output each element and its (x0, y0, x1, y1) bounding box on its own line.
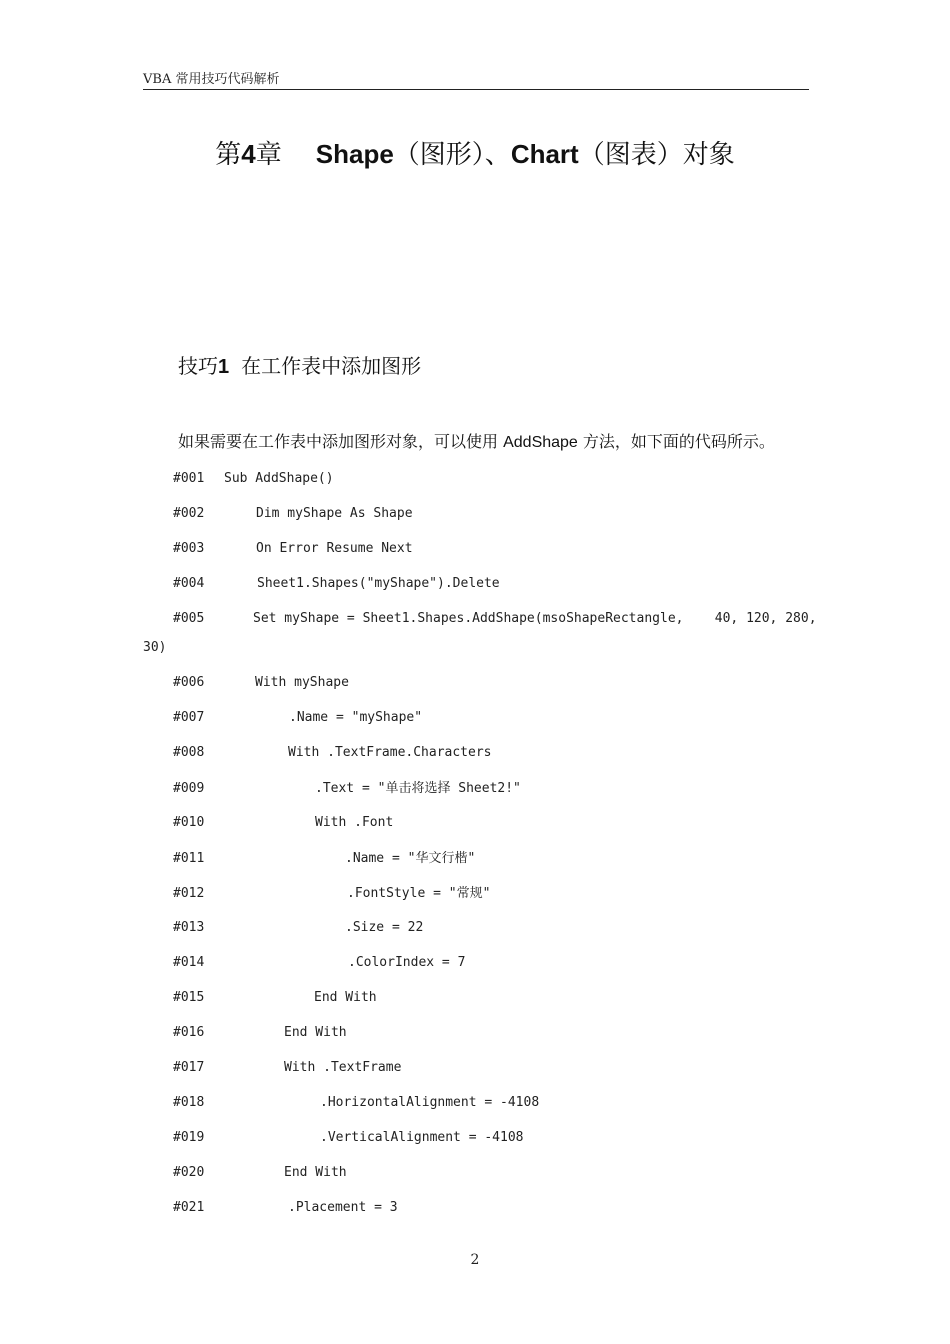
chapter-prefix: 第 (215, 140, 242, 170)
code-line-number: #015 (173, 990, 205, 1005)
code-line-number: #001 (173, 471, 205, 486)
code-line-number: #011 (173, 851, 205, 866)
code-line-text: .Placement = 3 (288, 1200, 398, 1215)
running-header: VBA 常用技巧代码解析 (143, 70, 809, 90)
code-line-number: #005 (173, 611, 205, 626)
page-number: 2 (470, 1252, 480, 1268)
intro-text-before: 如果需要在工作表中添加图形对象，可以使用 (178, 432, 504, 451)
code-line-wrap: 30) (143, 640, 167, 655)
code-line-number: #020 (173, 1165, 205, 1180)
code-line-text: .HorizontalAlignment = -4108 (320, 1095, 540, 1110)
chapter-number: 4 (241, 139, 256, 169)
code-line-text: With .Font (315, 815, 394, 830)
code-line-number: #008 (173, 745, 205, 760)
section-heading-text: 在工作表中添加图形 (241, 354, 422, 378)
code-line-number: #006 (173, 675, 205, 690)
code-line-text: Sub AddShape() (224, 471, 334, 486)
code-line-text: End With (284, 1025, 347, 1040)
code-line-text: On Error Resume Next (256, 541, 413, 556)
code-line-number: #013 (173, 920, 205, 935)
code-line-number: #010 (173, 815, 205, 830)
section-number: 1 (218, 356, 230, 378)
code-line-number: #007 (173, 710, 205, 725)
code-line-number: #009 (173, 781, 205, 796)
chapter-title-shape-cn: （图形）、 (393, 140, 511, 170)
code-line-text: Dim myShape As Shape (256, 506, 413, 521)
code-line-number: #021 (173, 1200, 205, 1215)
code-line-text: .ColorIndex = 7 (348, 955, 466, 970)
code-line-text: With .TextFrame.Characters (288, 745, 492, 760)
chapter-title-chart-cn: （图表）对象 (578, 140, 735, 170)
code-line-text: .Text = "单击将选择 Sheet2!" (315, 781, 521, 796)
intro-text-after: 方法，如下面的代码所示。 (577, 432, 775, 451)
code-line-number: #003 (173, 541, 205, 556)
code-line-text: .Name = "myShape" (289, 710, 423, 725)
code-line-text: With .TextFrame (284, 1060, 402, 1075)
code-line-text: .Name = "华文行楷" (345, 851, 476, 866)
code-line-number: #018 (173, 1095, 205, 1110)
code-line-text: Set myShape = Sheet1.Shapes.AddShape(msoShapeRectangle, 40, 120, 280, (253, 611, 817, 626)
chapter-title-chart: Chart (510, 139, 579, 169)
code-line-number: #019 (173, 1130, 205, 1145)
code-line-number: #004 (173, 576, 205, 591)
chapter-title-shape: Shape (315, 139, 394, 169)
code-line-text: .FontStyle = "常规" (347, 886, 491, 901)
code-line-number: #014 (173, 955, 205, 970)
section-label: 技巧 (178, 354, 218, 378)
chapter-suffix: 章 (255, 140, 282, 170)
code-line-text: End With (314, 990, 377, 1005)
code-line-number: #002 (173, 506, 205, 521)
code-line-number: #012 (173, 886, 205, 901)
code-line-text: .VerticalAlignment = -4108 (320, 1130, 524, 1145)
code-line-text: .Size = 22 (345, 920, 424, 935)
code-line-number: #017 (173, 1060, 205, 1075)
code-line-text: Sheet1.Shapes("myShape").Delete (257, 576, 500, 591)
code-line-text: End With (284, 1165, 347, 1180)
code-line-text: With myShape (255, 675, 349, 690)
code-line-number: #016 (173, 1025, 205, 1040)
intro-method-name: AddShape (503, 434, 578, 451)
